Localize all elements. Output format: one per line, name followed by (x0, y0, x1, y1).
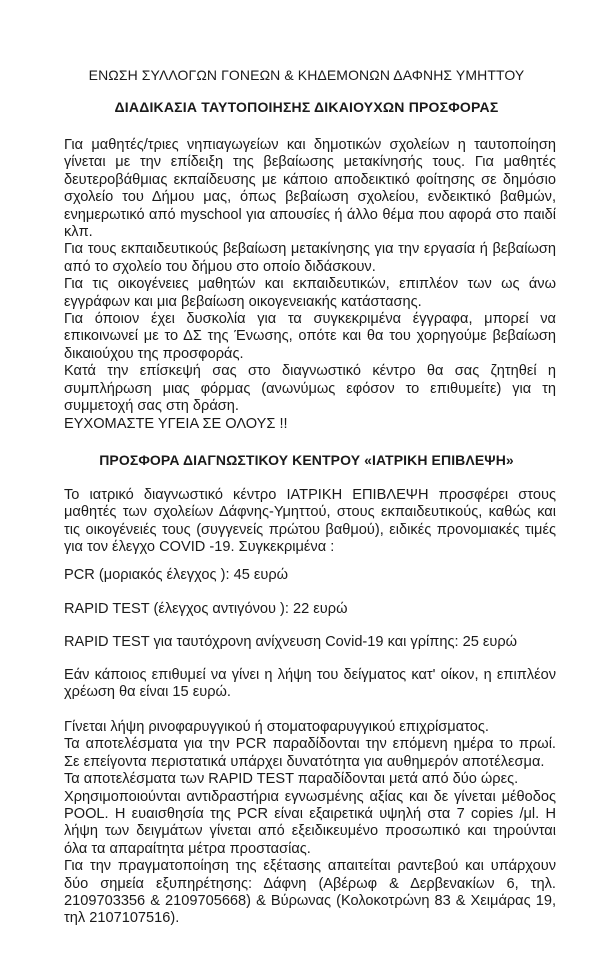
section1-title: ΔΙΑΔΙΚΑΣΙΑ ΤΑΥΤΟΠΟΙΗΣΗΣ ΔΙΚΑΙΟΥΧΩΝ ΠΡΟΣΦΟΡΑΣ (114, 99, 499, 115)
detail-reagents: Χρησιμοποιούνται αντιδραστήρια εγνωσμένης αξίας και δε γίνεται μέθοδος POOL. Η ευαισθησία της PCR είναι εξαιρετικά υψηλή στα 7 copies /μl. Η λήψη των δειγμάτων γίνεται από εξειδικευμένο προσωπικό και τηρούνται όλα τα απαραίτητα μέτρα προστασίας. (64, 788, 556, 857)
price-rapid-test: RAPID TEST (έλεγχος αντιγόνου ): 22 ευρώ (64, 601, 348, 617)
offer-intro-text: Το ιατρικό διαγνωστικό κέντρο ΙΑΤΡΙΚΗ ΕΠΙΒΛΕΨΗ προσφέρει στους μαθητές των σχολείων Δάφνης-Υμηττού, στους εκπαιδευτικούς, καθώς και τις οικογένειές τους (συγγενείς πρώτου βαθμού), ειδικές προνομιακές τιμές για τον έλεγχο COVID -19. Συγκεκριμένα : (64, 487, 556, 556)
detail-rapid-results: Τα αποτελέσματα των RAPID TEST παραδίδονται μετά από δύο ώρες. (64, 771, 519, 788)
detail-appointments: Για την πραγματοποίηση της εξέτασης απαιτείται ραντεβού και υπάρχουν δύο σημεία εξυπηρέτησης: Δάφνη (Αβέρωφ & Δερβενακίων 6, τηλ. 2109703356 & 2109705668) & Βύρωνας (Κολοκοτρώνη 83 & Χειμάρας 19, τηλ 2107107516). (64, 858, 556, 927)
families-paragraph: Για τις οικογένειες μαθητών και εκπαιδευτικών, επιπλέον των ως άνω εγγράφων και μια βεβαίωση οικογενειακής κατάστασης. (64, 276, 556, 310)
price-rapid-combo: RAPID TEST για ταυτόχρονη ανίχνευση Covid-19 και γρίπης: 25 ευρώ (64, 634, 518, 650)
detail-sampling: Γίνεται λήψη ρινοφαρυγγικού ή στοματοφαρυγγικού επιχρίσματος. (64, 719, 489, 735)
home-sampling-note (64, 667, 556, 702)
offer-details (64, 719, 556, 928)
price-pcr: PCR (μοριακός έλεγχος ): 45 ευρώ (64, 567, 289, 583)
wishes-line: ΕΥΧΟΜΑΣΤΕ ΥΓΕΙΑ ΣΕ ΟΛΟΥΣ !! (64, 415, 288, 432)
teachers-paragraph: Για τους εκπαιδευτικούς βεβαίωση μετακίνησης για την εργασία ή βεβαίωση από το σχολείο του δήμου στο οποίο διδάσκουν. (64, 241, 556, 275)
home-sampling-text: Εάν κάποιος επιθυμεί να γίνει η λήψη του δείγματος κατ' οίκον, η επιπλέον χρέωση θα είναι 15 ευρώ. (64, 667, 556, 701)
section2-title: ΠΡΟΣΦΟΡΑ ΔΙΑΓΝΩΣΤΙΚΟΥ ΚΕΝΤΡΟΥ «ΙΑΤΡΙΚΗ ΕΠΙΒΛΕΨΗ» (99, 452, 514, 468)
detail-pcr-results: Τα αποτελέσματα για την PCR παραδίδονται την επόμενη ημέρα το πρωί. Σε επείγοντα περιστατικά υπάρχει δυνατότητα για αυθημερόν αποτέλεσμα. (64, 736, 556, 770)
difficulty-paragraph: Για όποιον έχει δυσκολία για τα συγκεκριμένα έγγραφα, μπορεί να επικοινωνεί με το ΔΣ της Ένωσης, οπότε και θα του χορηγούμε βεβαίωση δικαιούχου της προσφοράς. (64, 311, 556, 362)
offer-intro (64, 487, 556, 557)
organization-name: ΕΝΩΣΗ ΣΥΛΛΟΓΩΝ ΓΟΝΕΩΝ & ΚΗΔΕΜΟΝΩΝ ΔΑΦΝΗΣ ΥΜΗΤΤΟΥ (88, 67, 525, 83)
eligibility-text (64, 137, 556, 433)
students-paragraph: Για μαθητές/τριες νηπιαγωγείων και δημοτικών σχολείων η ταυτοποίηση γίνεται με την επίδειξη της βεβαίωσης μετακίνησής τους. Για μαθητές δευτεροβάθμιας εκπαίδευσης με κάποιο αποδεικτικό φοίτησης σε δημόσιο σχολείο του Δήμου μας, όπως βεβαίωση σχολείου, ενδεικτικό βαθμών, ενημερωτικό από myschool για απουσίες ή άλλο θέμα που αφορά στο παιδί κλπ. (64, 137, 556, 241)
form-paragraph: Κατά την επίσκεψή σας στο διαγνωστικό κέντρο θα σας ζητηθεί η συμπλήρωση μιας φόρμας (ανωνύμως εφόσον το επιθυμείτε) για τη συμμετοχή σας στη δράση. (64, 363, 556, 415)
